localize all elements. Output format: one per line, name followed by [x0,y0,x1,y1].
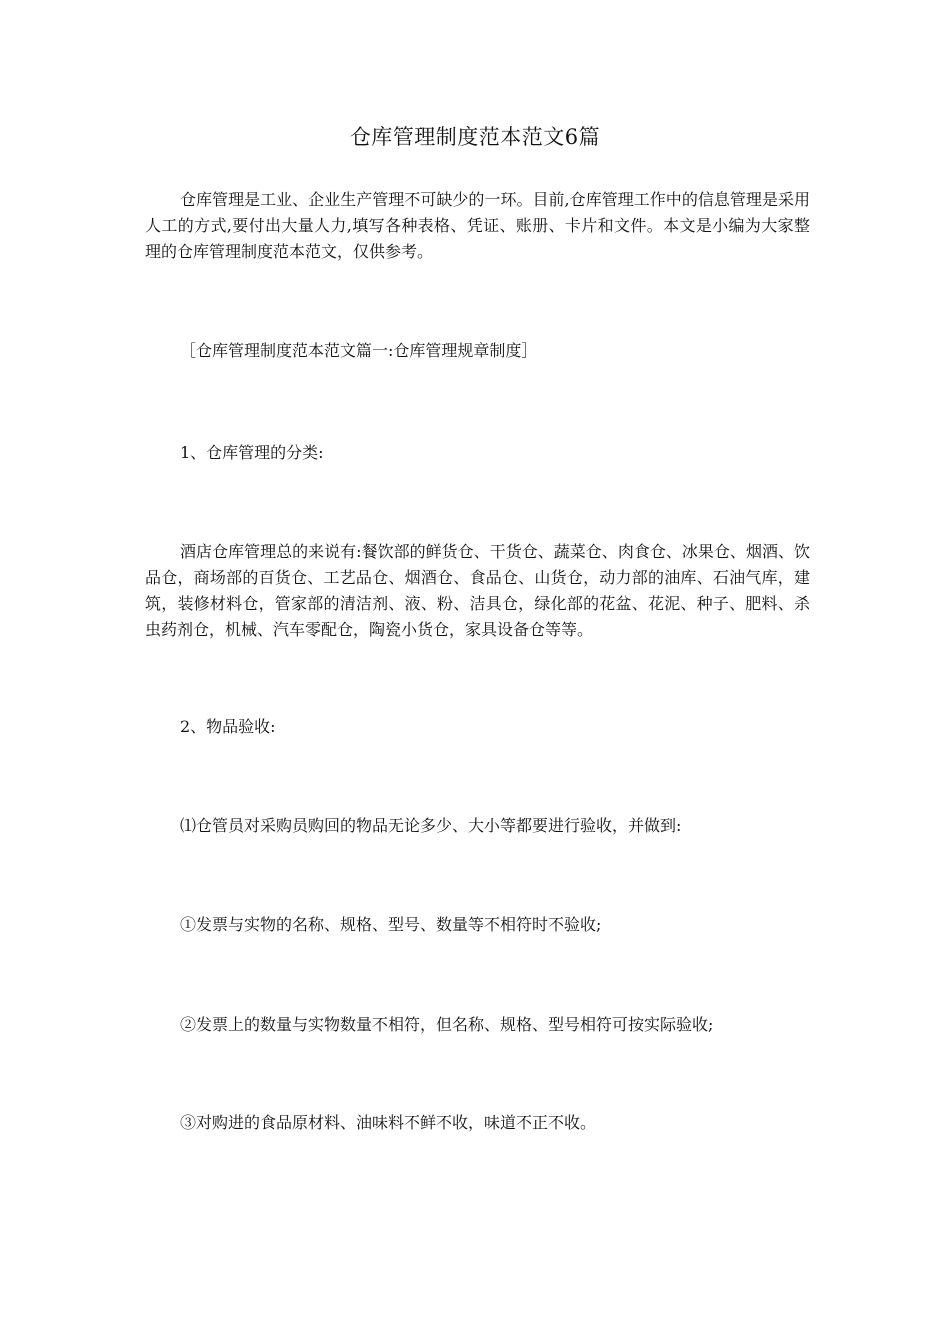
item2-point2: ②发票上的数量与实物数量不相符，但名称、规格、型号相符可按实际验收; [180,1015,714,1034]
item2-heading: 2、物品验收: [180,717,276,736]
section-heading: ［仓库管理制度范本范文篇一:仓库管理规章制度］ [180,341,538,360]
item1-heading: 1、仓库管理的分类: [180,443,324,462]
item2-sub1: ⑴仓管员对采购员购回的物品无论多少、大小等都要进行验收，并做到: [180,816,682,835]
intro-paragraph: 仓库管理是工业、企业生产管理不可缺少的一环。目前,仓库管理工作中的信息管理是采用人工的方式,要付出大量人力,填写各种表格、凭证、账册、卡片和文件。本文是小编为大家整理的仓库管理制度范本范文，仅供参考。 [145,190,810,261]
item2-point3: ③对购进的食品原材料、油味料不鲜不收，味道不正不收。 [180,1113,597,1132]
item2-point1: ①发票与实物的名称、规格、型号、数量等不相符时不验收; [180,915,602,934]
item1-body-paragraph: 酒店仓库管理总的来说有:餐饮部的鲜货仓、干货仓、蔬菜仓、肉食仓、冰果仓、烟酒、饮品仓，商场部的百货仓、工艺品仓、烟酒仓、食品仓、山货仓，动力部的油库、石油气库，建筑，装修材料仓，管家部的清洁剂、液、粉、洁具仓，绿化部的花盆、花泥、种子、肥料、杀虫药剂仓，机械、汽车零配仓，陶瓷小货仓，家具设备仓等等。 [145,542,810,639]
document-title: 仓库管理制度范本范文6篇 [349,125,601,149]
